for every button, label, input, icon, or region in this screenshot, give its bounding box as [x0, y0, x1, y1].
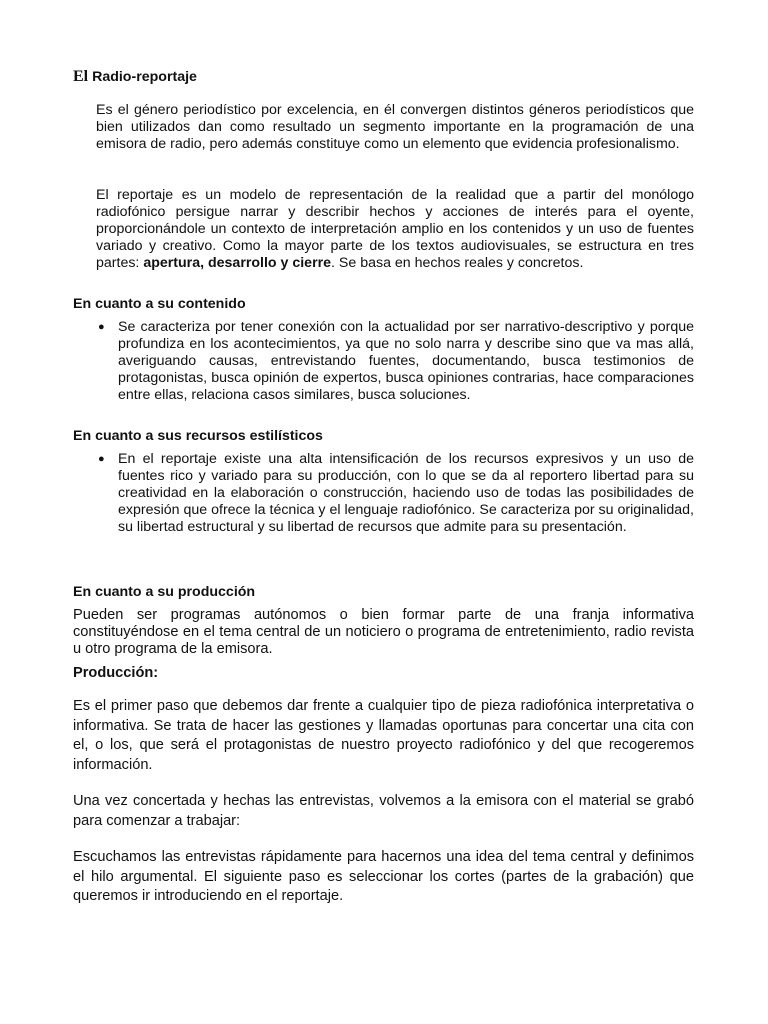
- produccion-intro-paragraph: Pueden ser programas autónomos o bien formar parte de una franja informativa constituyéndose en el tema central de un noticiero o programa de entretenimiento, radio revista u otro programa de la emisora.: [73, 607, 694, 657]
- intro-p2-end: . Se basa en hechos reales y concretos.: [331, 255, 584, 271]
- list-item: [96, 451, 694, 536]
- title-first-word: El: [73, 68, 89, 85]
- heading-produccion-detail: Producción:: [73, 665, 159, 681]
- heading-recursos: En cuanto a sus recursos estilísticos: [73, 428, 323, 444]
- title-rest: Radio-reportaje: [88, 69, 197, 85]
- bullet-icon: ●: [98, 321, 105, 333]
- produccion-paragraph-1: Es el primer paso que debemos dar frente a cualquier tipo de pieza radiofónica interpretativa o informativa. Se trata de hacer las gestiones y llamadas oportunas para concertar una cita con el, o los, que será el protagonistas de nuestro proyecto radiofónico y del que recogeremos información.: [73, 698, 694, 773]
- list-item: [96, 319, 694, 404]
- produccion-paragraph-2: Una vez concertada y hechas las entrevistas, volvemos a la emisora con el material se grabó para comenzar a trabajar:: [73, 793, 694, 829]
- bullet-icon: ●: [98, 453, 105, 465]
- recursos-bullet-text: En el reportaje existe una alta intensificación de los recursos expresivos y un uso de fuentes rico y variado para su producción, con lo que se da al reportero libertad para su creatividad en la elaboración o construcción, haciendo uso de todas las posibilidades de expresión que ofrece la técnica y el lenguaje radiofónico. Se caracteriza por su originalidad, su libertad estructural y su libertad de recursos que admite para su presentación.: [118, 451, 694, 535]
- intro-p2-bold: apertura, desarrollo y cierre: [143, 255, 332, 271]
- intro-paragraph-2: [96, 187, 694, 272]
- heading-contenido: En cuanto a su contenido: [73, 296, 246, 312]
- document-title: [73, 68, 197, 86]
- intro-p2-text: El reportaje es un modelo de representación de la realidad que a partir del monólogo radiofónico persigue narrar y describir hechos y acciones de interés para el oyente, proporcionándole un contexto de interpretación amplio en los contenidos y un uso de fuentes variado y creativo. Como la mayor parte de los textos audiovisuales, se estructura en tres partes:: [96, 187, 694, 271]
- contenido-bullet-text: Se caracteriza por tener conexión con la actualidad por ser narrativo-descriptivo y porque profundiza en los acontecimientos, ya que no solo narra y describe sino que va mas allá, averiguando causas, entrevistando fuentes, documentando, busca testimonios de protagonistas, busca opinión de expertos, busca opiniones contrarias, hace comparaciones entre ellas, relaciona casos similares, busca soluciones.: [118, 319, 694, 403]
- produccion-paragraph-3: Escuchamos las entrevistas rápidamente para hacernos una idea del tema central y definimos el hilo argumental. El siguiente paso es seleccionar los cortes (partes de la grabación) que queremos ir introduciendo en el reportaje.: [73, 849, 694, 904]
- intro-paragraph-1: Es el género periodístico por excelencia, en él convergen distintos géneros periodísticos que bien utilizados dan como resultado un segmento importante en la programación de una emisora de radio, pero además constituye como un elemento que evidencia profesionalismo.: [96, 102, 694, 152]
- heading-produccion: En cuanto a su producción: [73, 584, 256, 600]
- recursos-list: [96, 451, 694, 536]
- contenido-list: [96, 319, 694, 404]
